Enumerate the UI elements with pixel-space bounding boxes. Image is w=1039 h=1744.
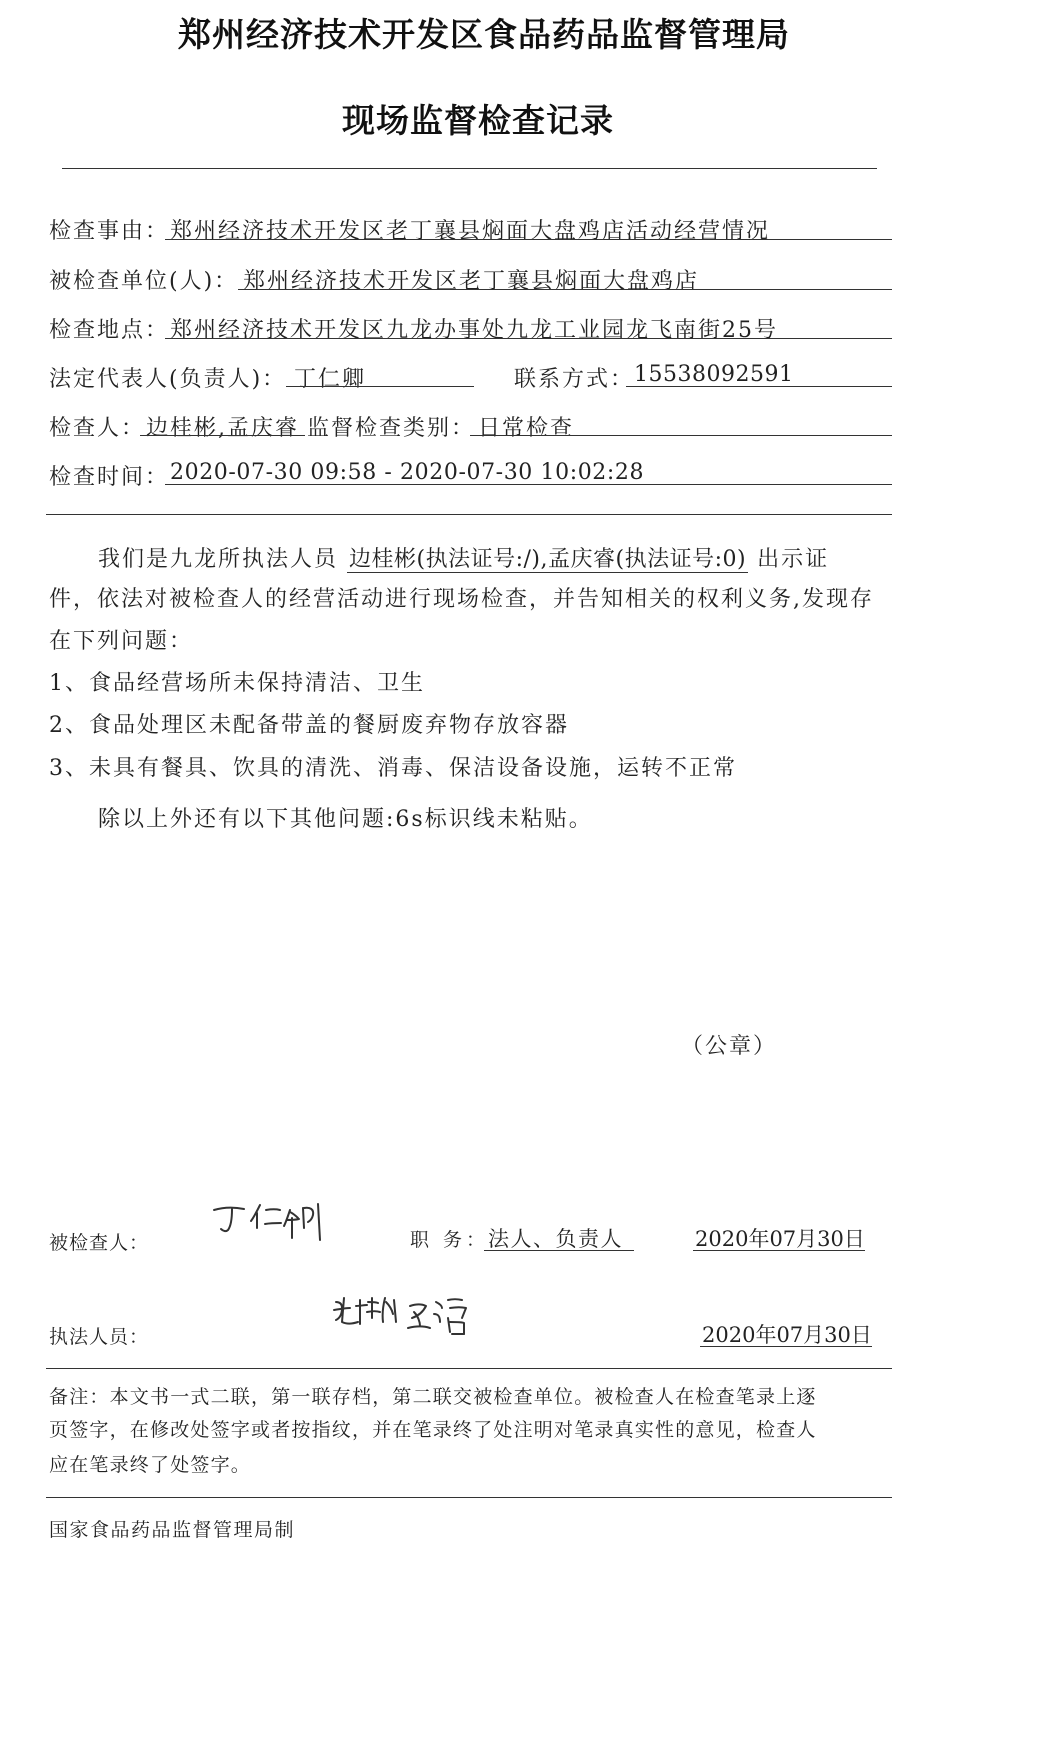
intro-text-start: 我们是九龙所执法人员	[98, 547, 339, 572]
inspection-category-underline	[470, 435, 892, 436]
position-underline	[484, 1250, 634, 1251]
officer-signature	[330, 1292, 480, 1342]
officer-date-underline	[700, 1346, 872, 1347]
inspection-place-value: 郑州经济技术开发区九龙办事处九龙工业园龙飞南街25号	[170, 318, 778, 343]
intro-line-1	[98, 542, 829, 573]
inspection-category-label: 监督检查类别：	[307, 416, 476, 441]
inspected-party-signature	[210, 1198, 330, 1244]
contact-value: 15538092591	[634, 362, 794, 387]
intro-officers: 边桂彬(执法证号:/),孟庆睿(执法证号:0)	[349, 547, 747, 572]
intro-line-3: 在下列问题：	[49, 629, 194, 654]
legal-rep-underline	[286, 386, 474, 387]
officer-sign-date: 2020年07月30日	[702, 1323, 872, 1347]
other-issues: 除以上外还有以下其他问题:6s标识线未粘贴。	[98, 807, 593, 832]
inspected-sign-date: 2020年07月30日	[695, 1227, 865, 1251]
inspection-place-underline	[165, 338, 892, 339]
signature-divider	[46, 1368, 892, 1369]
remarks-divider	[46, 1497, 892, 1498]
inspection-matter-value: 郑州经济技术开发区老丁襄县焖面大盘鸡店活动经营情况	[170, 219, 771, 244]
remarks-line-2: 页签字，在修改处签字或者按指纹，并在笔录终了处注明对笔录真实性的意见，检查人	[49, 1419, 817, 1441]
fields-divider	[46, 514, 892, 515]
position-value: 法人、负责人	[488, 1227, 623, 1251]
inspected-unit-label: 被检查单位(人)：	[49, 269, 239, 294]
document-title: 现场监督检查记录	[342, 101, 614, 140]
position-label: 职 务：	[410, 1229, 490, 1251]
remarks-line-3: 应在笔录终了处签字。	[49, 1454, 252, 1476]
inspection-time-underline	[165, 484, 892, 485]
officer-label: 执法人员：	[49, 1326, 150, 1348]
intro-line-2: 件，依法对被检查人的经营活动进行现场检查，并告知相关的权利义务,发现存	[49, 587, 874, 612]
inspector-value: 边桂彬,孟庆睿	[146, 416, 299, 441]
header-divider	[62, 168, 877, 169]
issuer-footer: 国家食品药品监督管理局制	[49, 1519, 296, 1541]
agency-title: 郑州经济技术开发区食品药品监督管理局	[178, 15, 790, 54]
inspector-underline	[140, 435, 305, 436]
contact-underline	[626, 386, 892, 387]
inspection-place-label: 检查地点：	[49, 318, 170, 343]
inspector-label: 检查人：	[49, 416, 146, 441]
intro-text-end: 出示证	[757, 547, 830, 572]
legal-rep-value: 丁仁卿	[294, 367, 367, 392]
inspected-unit-value: 郑州经济技术开发区老丁襄县焖面大盘鸡店	[243, 269, 700, 294]
inspection-time-value: 2020-07-30 09:58 - 2020-07-30 10:02:28	[170, 460, 645, 485]
inspected-unit-underline	[238, 289, 892, 290]
inspection-category-value: 日常检查	[478, 416, 575, 441]
inspected-party-label: 被检查人：	[49, 1232, 150, 1254]
inspection-matter-underline	[165, 239, 892, 240]
issue-item-1: 1、食品经营场所未保持清洁、卫生	[49, 671, 425, 696]
issue-item-3: 3、未具有餐具、饮具的清洗、消毒、保洁设备设施，运转不正常	[49, 756, 737, 781]
issue-item-2: 2、食品处理区未配备带盖的餐厨废弃物存放容器	[49, 713, 569, 738]
legal-rep-label: 法定代表人(负责人)：	[49, 367, 287, 392]
inspected-date-underline	[693, 1250, 865, 1251]
inspection-time-label: 检查时间：	[49, 465, 170, 490]
inspection-matter-label: 检查事由：	[49, 219, 170, 244]
official-seal-label: （公章）	[681, 1034, 778, 1059]
contact-label: 联系方式：	[514, 367, 635, 392]
remarks-line-1: 备注：本文书一式二联，第一联存档，第二联交被检查单位。被检查人在检查笔录上逐	[49, 1386, 817, 1408]
